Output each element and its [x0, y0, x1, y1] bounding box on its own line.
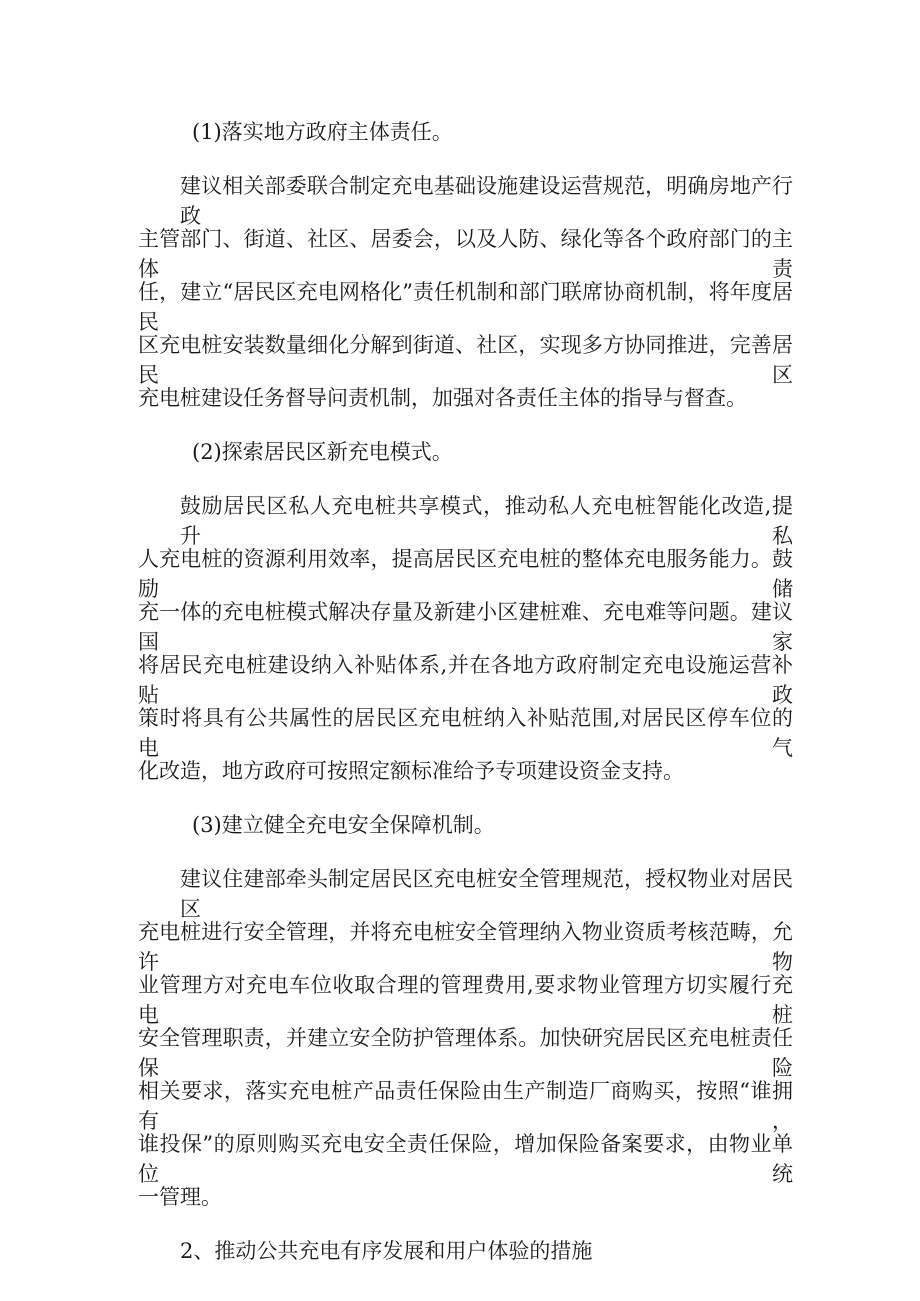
paragraph-1-line-4: 区充电桩安装数量细化分解到街道、社区，实现多方协同推进，完善居民区 [138, 333, 793, 387]
paragraph-2-line-6: 化改造，地方政府可按照定额标准给予专项建设资金支持。 [138, 759, 684, 783]
paragraph-3-line-5: 相关要求，落实充电桩产品责任保险由生产制造厂商购买，按照“谁拥有， [138, 1079, 793, 1133]
paragraph-1-line-5: 充电桩建设任务督导问责机制，加强对各责任主体的指导与督查。 [138, 386, 747, 410]
paragraph-3-line-4: 安全管理职责，并建立安全防护管理体系。加快研究居民区充电桩责任保险 [138, 1026, 793, 1080]
paragraph-3-line-7: 一管理。 [138, 1185, 222, 1209]
paragraph-1-line-3: 任，建立“居民区充电网格化”责任机制和部门联席协商机制，将年度居民 [138, 280, 793, 334]
paragraph-2-line-2: 人充电桩的资源利用效率，提高居民区充电桩的整体充电服务能力。鼓励储 [138, 547, 793, 601]
paragraph-2-line-4: 将居民充电桩建设纳入补贴体系,并在各地方政府制定充电设施运营补贴政 [138, 653, 793, 707]
subheading-1: (1)落实地方政府主体责任。 [192, 120, 453, 144]
subheading-2: (2)探索居民区新充电模式。 [192, 440, 453, 464]
subheading-3: (3)建立健全充电安全保障机制。 [192, 813, 495, 837]
section-heading-2: 2、推动公共充电有序发展和用户体验的措施 [180, 1239, 593, 1263]
paragraph-2-line-3: 充一体的充电桩模式解决存量及新建小区建桩难、充电难等问题。建议国家 [138, 600, 793, 654]
paragraph-3-line-2: 充电桩进行安全管理，并将充电桩安全管理纳入物业资质考核范畴，允许物 [138, 920, 793, 974]
paragraph-2-line-1: 鼓励居民区私人充电桩共享模式，推动私人充电桩智能化改造,提升私 [180, 494, 793, 548]
paragraph-1-line-1: 建议相关部委联合制定充电基础设施建设运营规范，明确房地产行政 [180, 174, 793, 228]
paragraph-3-line-6: 谁投保”的原则购买充电安全责任保险，增加保险备案要求，由物业单位统 [138, 1132, 793, 1186]
paragraph-1-line-2: 主管部门、街道、社区、居委会，以及人防、绿化等各个政府部门的主体责 [138, 227, 793, 281]
paragraph-3-line-3: 业管理方对充电车位收取合理的管理费用,要求物业管理方切实履行充电桩 [138, 973, 793, 1027]
paragraph-2-line-5: 策时将具有公共属性的居民区充电桩纳入补贴范围,对居民区停车位的电气 [138, 706, 793, 760]
paragraph-3-line-1: 建议住建部牵头制定居民区充电桩安全管理规范，授权物业对居民区 [180, 867, 793, 921]
